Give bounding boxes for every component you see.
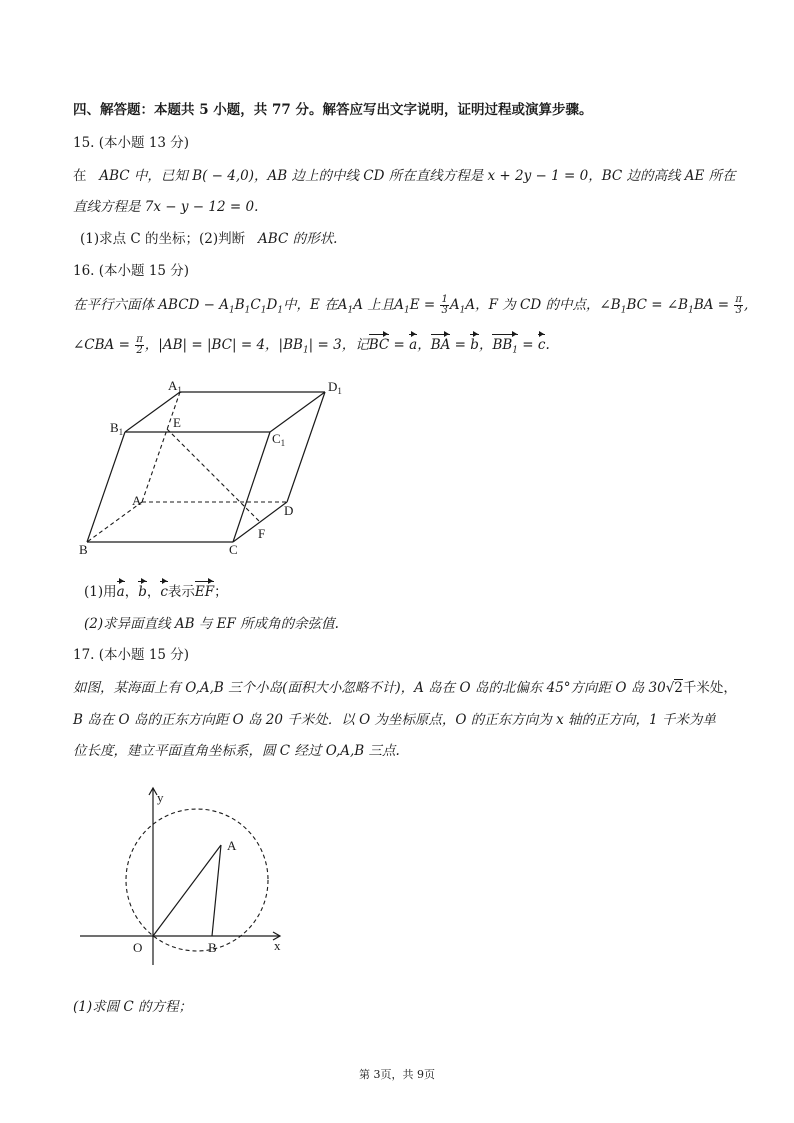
- text: 在平行六面体 ABCD − A: [73, 297, 230, 313]
- edge-b1b: [87, 432, 125, 542]
- label-a1: $A_1$: [168, 378, 182, 395]
- segment-ba: [212, 845, 221, 936]
- text: (1)求圆 C 的方程；: [73, 999, 193, 1015]
- text: 上且: [367, 297, 395, 313]
- label-a: A: [132, 493, 142, 508]
- page-footer: 第 3页，共 9页: [359, 1068, 435, 1081]
- problem-17-line1: 如图，某海面上有 O,A,B 三个小岛(面积大小忽略不计)，A 岛在 O 岛的北偏东 45°方向距 O 岛 30√2千米处，: [73, 680, 737, 696]
- circle-c: [126, 809, 268, 951]
- problem-16-line2: ∠CBA = $\frac{\pi}{2}$ ，|AB| = |BC| = 4，$|BB_1| = 3$，记BC = a，BA = b，$BB_1 = c$.: [73, 335, 550, 361]
- label-c1: $C_1$: [272, 431, 286, 448]
- label-b: B: [208, 940, 217, 955]
- text: (1)用: [84, 584, 117, 600]
- problem-15-header: 15. (本小题 13 分): [73, 135, 190, 151]
- label-y: y: [157, 790, 164, 805]
- text: 表示: [167, 584, 195, 600]
- segment-ef: [167, 429, 260, 522]
- label-f: F: [258, 526, 266, 541]
- problem-17-header: 17. (本小题 15 分): [73, 647, 190, 663]
- label-d1: $D_1$: [328, 379, 342, 396]
- problem-16-header: 16. (本小题 15 分): [73, 263, 190, 279]
- hidden-edge-a1a: [142, 392, 180, 502]
- hidden-edge-ab: [87, 502, 142, 542]
- label-b1: $B_1$: [110, 420, 124, 437]
- edge-d1c1: [270, 392, 325, 432]
- text: 直线方程是 7x − y − 12 = 0.: [73, 199, 259, 215]
- label-a: A: [227, 838, 237, 853]
- problem-15-line1: [73, 166, 736, 186]
- text: ABC 中，已知 B( − 4,0)，AB 边上的中线 CD 所在直线方程是 x + 2y − 1 = 0，BC 边的高线 AE 所在: [99, 168, 736, 184]
- coordinate-circle-figure: [75, 780, 295, 970]
- text: B 岛在 O 岛的正东方向距 O 岛 20 千米处．以 O 为坐标原点，O 的正东方向为 x 轴的正方向，1 千米为单: [73, 712, 716, 728]
- edge-a1b1: [125, 392, 180, 432]
- problem-16-line1: 在平行六面体 ABCD − $A_1B_1C_1D_1$中，E 在$A_1A$ 上且$A_1E$ = $\frac{1}{3}$ $A_1A$，F 为 CD 的中点，$\angle B_1BC$ = $\angle B_1BA$ = $\frac{\pi}{3}$ ,: [73, 294, 749, 316]
- text: ，|AB| = |BC| = 4，|BB: [144, 337, 303, 353]
- problem-17-part1: [73, 997, 192, 1017]
- segment-oa: [153, 845, 221, 936]
- text: (2)求异面直线 AB 与 EF 所成角的余弦值.: [84, 616, 339, 632]
- text: ，F 为 CD 的中点，∠B: [475, 297, 621, 313]
- text: ABC 的形状.: [258, 231, 338, 247]
- edge-d1d: [287, 392, 325, 502]
- problem-17-line2: [73, 710, 716, 730]
- problem-15-line2: [73, 197, 258, 217]
- problem-17-line3: [73, 741, 400, 761]
- label-c: C: [229, 542, 238, 557]
- text: | = 3，记: [308, 337, 369, 353]
- problem-15-parts: [80, 229, 337, 249]
- parallelepiped-figure: [70, 375, 342, 560]
- label-e: E: [173, 415, 181, 430]
- label-d: D: [284, 503, 294, 518]
- section-heading: 四、解答题：本题共 5 小题，共 77 分。解答应写出文字说明，证明过程或演算步骤。: [73, 102, 593, 118]
- text: ∠CBA =: [73, 337, 130, 353]
- label-x: x: [274, 938, 281, 953]
- text: 如图，某海面上有 O,A,B 三个小岛(面积大小忽略不计)，A 岛在 O 岛的北偏东 45°方向距 O 岛 30: [73, 680, 666, 696]
- problem-16-part2: [84, 614, 339, 634]
- text: 在: [73, 168, 87, 184]
- problem-16-part1: (1)用a，b，c表示EF；: [84, 584, 228, 600]
- label-b: B: [79, 542, 88, 557]
- text: (1)求点 C 的坐标；(2)判断: [80, 231, 246, 247]
- label-o: O: [133, 940, 143, 955]
- text: 位长度，建立平面直角坐标系，圆 C 经过 O,A,B 三点.: [73, 743, 400, 759]
- text: 千米处，: [682, 680, 737, 696]
